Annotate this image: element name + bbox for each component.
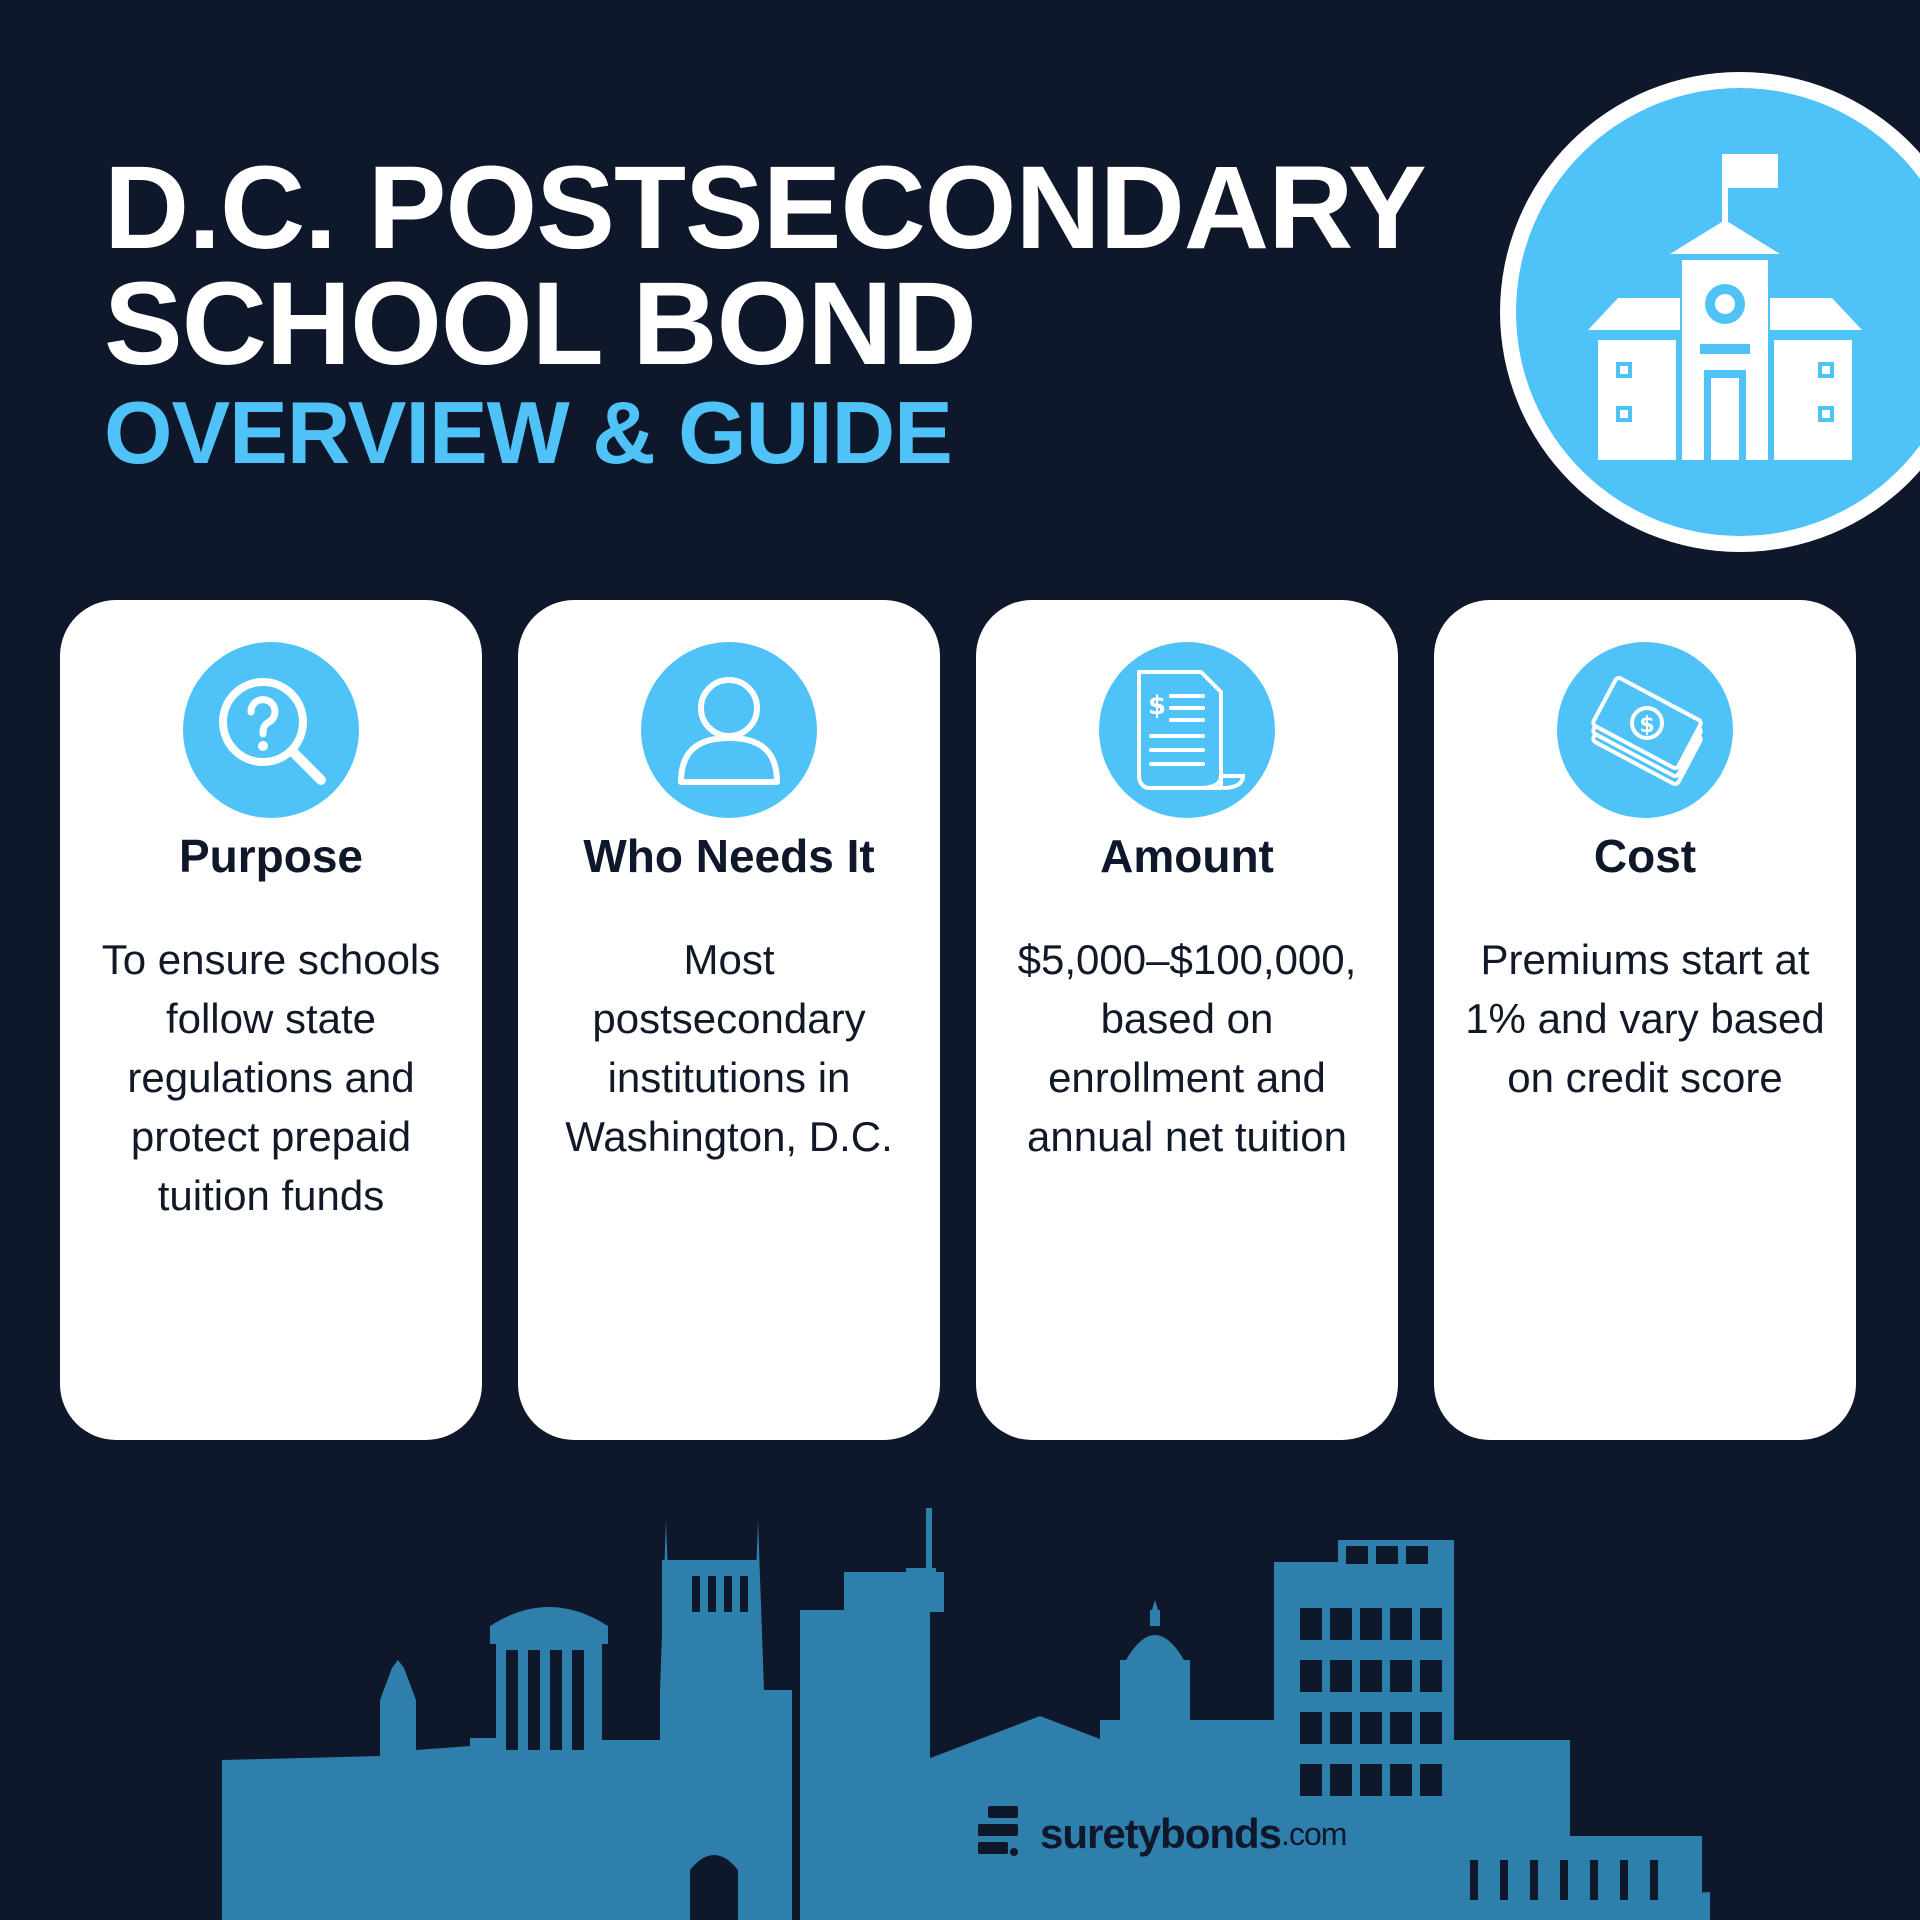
- card-line: Premiums start at: [1480, 936, 1810, 983]
- card-line: $5,000–$100,000,: [1017, 936, 1357, 983]
- card-line: enrollment and: [1048, 1054, 1326, 1101]
- card-who-needs-it: [518, 600, 940, 1440]
- card-line: To ensure schools: [101, 936, 441, 983]
- person-icon: [641, 642, 817, 818]
- card-line: 1% and vary based: [1465, 995, 1825, 1042]
- card-description: [74, 930, 468, 1225]
- card-purpose: [60, 600, 482, 1440]
- logo-wordmark: suretybonds: [1040, 1810, 1282, 1857]
- hero-badge: [1500, 72, 1920, 552]
- school-building-icon: [1500, 72, 1920, 552]
- money-stack-icon: [1557, 642, 1733, 818]
- logo-tld: .com: [1281, 1815, 1347, 1852]
- card-title: Purpose: [178, 830, 364, 882]
- card-icon-circle: [641, 642, 817, 818]
- card-line: annual net tuition: [1027, 1113, 1347, 1160]
- card-line: tuition funds: [157, 1172, 385, 1219]
- card-icon-circle: [183, 642, 359, 818]
- card-line: protect prepaid: [130, 1113, 412, 1160]
- brand-logo: [974, 1804, 1346, 1864]
- card-description: [990, 930, 1384, 1166]
- receipt-dollar-icon: [1099, 642, 1275, 818]
- card-title: Who Needs It: [583, 830, 875, 882]
- card-line: Most: [683, 936, 775, 983]
- svg-text:$: $: [1147, 691, 1167, 721]
- title-line-2: SCHOOL BOND: [104, 258, 976, 390]
- question-magnifier-icon: [183, 642, 359, 818]
- card-line: based on: [1100, 995, 1274, 1042]
- card-title: Amount: [1100, 830, 1274, 882]
- svg-text:$: $: [1639, 713, 1655, 738]
- card-line: on credit score: [1507, 1054, 1783, 1101]
- page-subtitle: OVERVIEW & GUIDE: [104, 383, 952, 482]
- title-line-1: D.C. POSTSECONDARY: [104, 142, 1426, 274]
- suretybonds-logo-icon: [974, 1806, 1022, 1862]
- card-icon-circle: [1557, 642, 1733, 818]
- card-cost: [1434, 600, 1856, 1440]
- card-amount: [976, 600, 1398, 1440]
- city-skyline-illustration: [0, 1500, 1920, 1920]
- card-line: institutions in: [607, 1054, 851, 1101]
- card-line: postsecondary: [592, 995, 866, 1042]
- card-description: [1448, 930, 1842, 1107]
- info-cards: [60, 600, 1856, 1440]
- card-icon-circle: [1099, 642, 1275, 818]
- card-line: follow state: [165, 995, 377, 1042]
- card-title: Cost: [1593, 830, 1697, 882]
- card-description: [532, 930, 926, 1166]
- page-title: [104, 142, 1426, 390]
- card-line: Washington, D.C.: [565, 1113, 893, 1160]
- card-line: regulations and: [127, 1054, 415, 1101]
